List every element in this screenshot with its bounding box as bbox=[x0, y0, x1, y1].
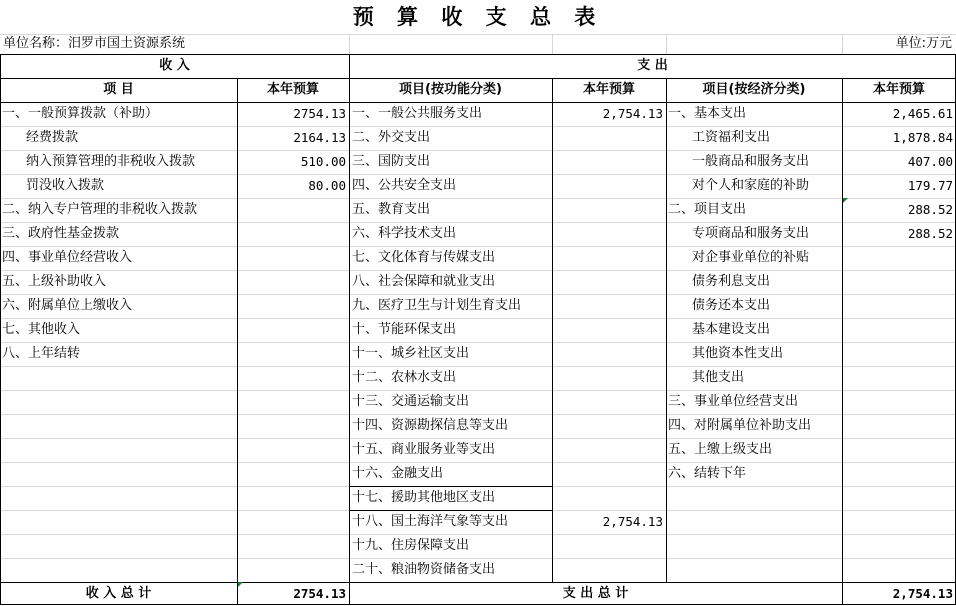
func-item: 十一、城乡社区支出 bbox=[352, 346, 470, 361]
func-value bbox=[552, 486, 666, 510]
income-value bbox=[237, 342, 349, 366]
unit-name: 单位名称：汨罗市国土资源系统 bbox=[3, 36, 186, 51]
func-item: 十六、金融支出 bbox=[352, 466, 444, 481]
table-title: 预 算 收 支 总 表 bbox=[352, 4, 604, 29]
econ-item: 其他资本性支出 bbox=[692, 346, 784, 361]
econ-value bbox=[842, 390, 956, 414]
income-item: 五、上级补助收入 bbox=[2, 274, 107, 289]
income-value: 2164.13 bbox=[293, 130, 346, 145]
income-item: 七、其他收入 bbox=[2, 322, 81, 337]
func-value bbox=[552, 198, 666, 222]
func-value: 2,754.13 bbox=[602, 106, 663, 121]
econ-item: 债务利息支出 bbox=[692, 274, 771, 289]
func-value bbox=[552, 366, 666, 390]
econ-item-header: 项目(按经济分类) bbox=[702, 82, 806, 97]
econ-value bbox=[842, 414, 956, 438]
func-item: 二、外交支出 bbox=[352, 130, 431, 145]
func-value bbox=[552, 270, 666, 294]
func-item: 六、科学技术支出 bbox=[352, 226, 457, 241]
income-value bbox=[237, 294, 349, 318]
func-value bbox=[552, 174, 666, 198]
func-item: 八、社会保障和就业支出 bbox=[352, 274, 496, 289]
func-item: 九、医疗卫生与计划生育支出 bbox=[352, 298, 522, 313]
func-value bbox=[552, 246, 666, 270]
income-total-label: 收 入 总 计 bbox=[85, 586, 152, 601]
comment-marker bbox=[843, 198, 848, 203]
econ-value bbox=[842, 270, 956, 294]
income-item: 一、一般预算拨款（补助） bbox=[2, 106, 159, 121]
comment-marker bbox=[238, 582, 243, 587]
econ-budget-header: 本年预算 bbox=[872, 82, 925, 97]
func-item: 三、国防支出 bbox=[352, 154, 431, 169]
func-value bbox=[552, 150, 666, 174]
grid-column-line bbox=[842, 34, 843, 54]
econ-value: 407.00 bbox=[907, 154, 953, 169]
income-value bbox=[237, 318, 349, 342]
func-value: 2,754.13 bbox=[602, 514, 663, 529]
func-item: 十四、资源勘探信息等支出 bbox=[352, 418, 509, 433]
income-section-header: 收 入 bbox=[159, 58, 190, 73]
func-value bbox=[552, 318, 666, 342]
econ-item: 对个人和家庭的补助 bbox=[692, 178, 810, 193]
grid-column-line bbox=[552, 34, 553, 54]
econ-value bbox=[842, 318, 956, 342]
income-value bbox=[237, 198, 349, 222]
income-item: 四、事业单位经营收入 bbox=[2, 250, 133, 265]
func-value bbox=[552, 126, 666, 150]
income-item: 纳入预算管理的非税收入拨款 bbox=[26, 154, 196, 169]
econ-value bbox=[842, 246, 956, 270]
expense-total-label: 支 出 总 计 bbox=[562, 586, 629, 601]
func-item: 四、公共安全支出 bbox=[352, 178, 457, 193]
expense-total-value: 2,754.13 bbox=[892, 586, 953, 601]
func-value bbox=[552, 390, 666, 414]
income-value bbox=[237, 270, 349, 294]
income-value bbox=[237, 246, 349, 270]
func-value bbox=[552, 558, 666, 582]
econ-value bbox=[842, 342, 956, 366]
func-item-header: 项目(按功能分类) bbox=[399, 82, 502, 97]
income-value: 510.00 bbox=[300, 154, 346, 169]
func-item: 十九、住房保障支出 bbox=[352, 538, 470, 553]
econ-item: 债务还本支出 bbox=[692, 298, 771, 313]
income-item: 八、上年结转 bbox=[2, 346, 81, 361]
grid-column-line bbox=[666, 34, 667, 54]
func-item: 十三、交通运输支出 bbox=[352, 394, 470, 409]
func-item: 十二、农林水支出 bbox=[352, 370, 457, 385]
func-budget-header: 本年预算 bbox=[582, 82, 635, 97]
econ-item: 四、对附属单位补助支出 bbox=[668, 418, 812, 433]
income-item: 二、纳入专户管理的非税收入拨款 bbox=[2, 202, 198, 217]
func-item: 二十、粮油物资储备支出 bbox=[352, 562, 496, 577]
econ-value bbox=[842, 294, 956, 318]
income-value bbox=[237, 222, 349, 246]
econ-value bbox=[842, 438, 956, 462]
income-item: 罚没收入拨款 bbox=[26, 178, 105, 193]
econ-item: 五、上缴上级支出 bbox=[668, 442, 773, 457]
income-total-value: 2754.13 bbox=[293, 586, 346, 601]
econ-value: 179.77 bbox=[907, 178, 953, 193]
func-item: 十、节能环保支出 bbox=[352, 322, 457, 337]
econ-item: 其他支出 bbox=[692, 370, 745, 385]
econ-value bbox=[842, 462, 956, 486]
expense-section-header: 支 出 bbox=[637, 58, 668, 73]
income-item: 三、政府性基金拨款 bbox=[2, 226, 120, 241]
func-value bbox=[552, 414, 666, 438]
income-value: 80.00 bbox=[308, 178, 346, 193]
func-item: 十八、国土海洋气象等支出 bbox=[352, 514, 509, 529]
econ-item: 六、结转下年 bbox=[668, 466, 747, 481]
income-item: 经费拨款 bbox=[26, 130, 79, 145]
func-item: 一、一般公共服务支出 bbox=[352, 106, 483, 121]
econ-item: 基本建设支出 bbox=[692, 322, 771, 337]
selected-cell[interactable] bbox=[349, 486, 553, 511]
econ-item: 二、项目支出 bbox=[668, 202, 747, 217]
func-item: 五、教育支出 bbox=[352, 202, 431, 217]
econ-item: 对企事业单位的补贴 bbox=[692, 250, 810, 265]
econ-item: 一、基本支出 bbox=[668, 106, 747, 121]
grid-column-line bbox=[349, 34, 350, 54]
econ-item: 一般商品和服务支出 bbox=[692, 154, 810, 169]
econ-item: 专项商品和服务支出 bbox=[692, 226, 810, 241]
func-value bbox=[552, 222, 666, 246]
econ-value: 1,878.84 bbox=[892, 130, 953, 145]
unit-label: 单位:万元 bbox=[895, 36, 952, 51]
econ-value: 288.52 bbox=[907, 226, 953, 241]
income-item: 六、附属单位上缴收入 bbox=[2, 298, 133, 313]
func-value bbox=[552, 534, 666, 558]
func-value bbox=[552, 294, 666, 318]
income-value: 2754.13 bbox=[293, 106, 346, 121]
income-item-header: 项 目 bbox=[103, 82, 134, 97]
grid-row-line bbox=[0, 34, 956, 35]
func-value bbox=[552, 462, 666, 486]
func-item: 十五、商业服务业等支出 bbox=[352, 442, 496, 457]
econ-item: 三、事业单位经营支出 bbox=[668, 394, 799, 409]
func-item: 十七、援助其他地区支出 bbox=[352, 490, 496, 505]
func-value bbox=[552, 342, 666, 366]
income-budget-header: 本年预算 bbox=[266, 82, 319, 97]
econ-value bbox=[842, 366, 956, 390]
econ-value: 2,465.61 bbox=[892, 106, 953, 121]
econ-value: 288.52 bbox=[907, 202, 953, 217]
func-item: 七、文化体育与传媒支出 bbox=[352, 250, 496, 265]
econ-item: 工资福利支出 bbox=[692, 130, 771, 145]
func-value bbox=[552, 438, 666, 462]
